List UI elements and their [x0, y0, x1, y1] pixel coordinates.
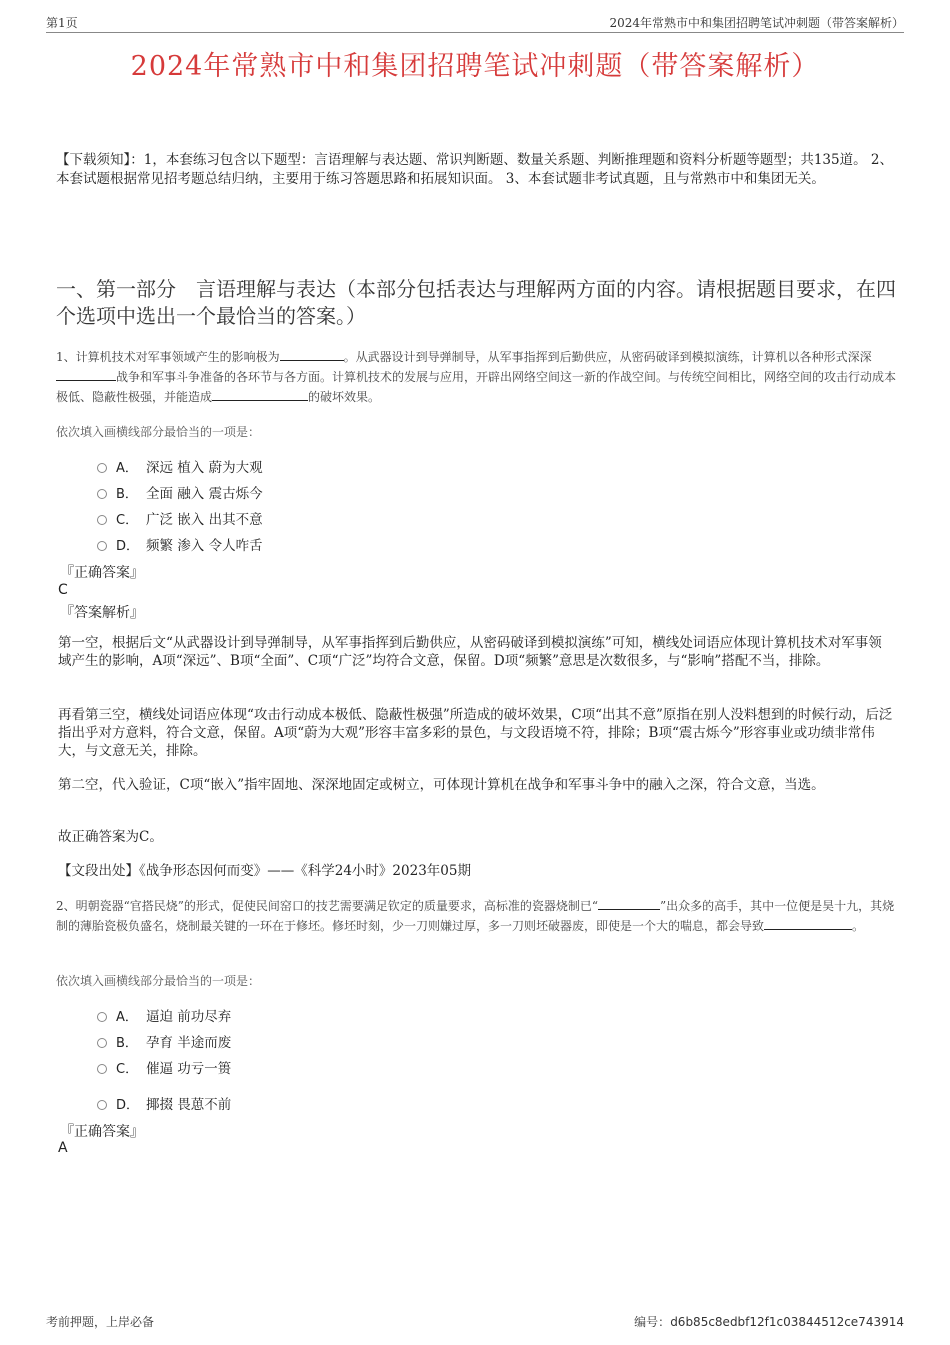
q2-text-part-2: ”出众多的高手，其中一位便是昊十九，其烧制的薄胎瓷极负盛名，烧制最关键的一环在于修坯。修坯时刻，少一刀则嫌过厚，多一刀则坯破器废，即使是一个大的喘息，都会导致	[56, 899, 895, 933]
option-text: 频繁 渗入 令人咋舌	[146, 538, 263, 554]
option-letter: C．	[116, 513, 139, 528]
q1-analysis-paragraph: 第二空，代入验证，C项“嵌入”指牢固地、深深地固定或树立，可体现计算机在战争和军事斗争中的融入之深，符合文意，当选。	[58, 777, 825, 793]
q2-answer-value: A	[58, 1140, 68, 1156]
footer-slogan: 考前押题，上岸必备	[46, 1315, 155, 1329]
q1-option-a[interactable]	[97, 456, 263, 476]
option-letter: A．	[116, 1010, 138, 1025]
header-doc-title: 2024年常熟市中和集团招聘笔试冲刺题（带答案解析）	[609, 16, 904, 30]
q1-option-b[interactable]	[97, 482, 263, 502]
radio-icon[interactable]	[97, 489, 107, 499]
radio-icon[interactable]	[97, 463, 107, 473]
fill-blank	[598, 897, 660, 910]
radio-icon[interactable]	[97, 1012, 107, 1022]
q1-analysis-paragraph: 第一空，根据后文“从武器设计到导弹制导，从军事指挥到后勤供应，从密码破译到模拟演练”可知，横线处词语应体现计算机技术对军事领域产生的影响，A项“深远”、B项“全面”、C项“广泛”均符合文意，保留。D项“频繁”意思是次数很多，与“影响”搭配不当，排除。	[58, 635, 882, 669]
question-2-prompt: 依次填入画横线部分最恰当的一项是：	[56, 974, 261, 988]
q1-analysis-paragraph: 再看第三空，横线处词语应体现“攻击行动成本极低、隐蔽性极强”所造成的破坏效果，C项“出其不意”原指在别人没料想到的时候行动，后泛指出乎对方意料，符合文意，保留。A项“蔚为大观”形容丰富多彩的景色，与文段语境不符，排除；B项“震古烁今”形容事业或功绩非常伟大，与文意无关，排除。	[58, 707, 893, 759]
option-letter: D．	[116, 539, 140, 554]
option-letter: D．	[116, 1098, 140, 1113]
q1-source: 【文段出处】《战争形态因何而变》——《科学24小时》2023年05期	[58, 863, 471, 879]
q1-text-part-2: 。从武器设计到导弹制导，从军事指挥到后勤供应，从密码破译到模拟演练，计算机以各种形式深深	[343, 350, 872, 364]
q2-option-d[interactable]	[97, 1093, 231, 1113]
radio-icon[interactable]	[97, 515, 107, 525]
code-label: 编号：	[634, 1315, 671, 1329]
page-header	[46, 14, 904, 33]
q1-text-part-1: 1、计算机技术对军事领域产生的影响极为	[56, 350, 280, 364]
q1-option-c[interactable]	[97, 508, 263, 528]
q2-option-a[interactable]	[97, 1005, 231, 1025]
download-notice: 【下载须知】：1，本套练习包含以下题型：言语理解与表达题、常识判断题、数量关系题、判断推理题和资料分析题等题型；共135道。 2、本套试题根据常见招考题总结归纳，主要用于练习答题思路和拓展知识面。 3、本套试题非考试真题，且与常熟市中和集团无关。	[56, 152, 893, 187]
section-heading: 一、第一部分 言语理解与表达（本部分包括表达与理解两方面的内容。请根据题目要求，在四个选项中选出一个最恰当的答案。）	[56, 277, 896, 328]
option-letter: C．	[116, 1062, 139, 1077]
option-text: 逼迫 前功尽弃	[146, 1009, 232, 1025]
q2-text-part-1: 2、明朝瓷器“官搭民烧”的形式，促使民间窑口的技艺需要满足钦定的质量要求，高标准的瓷器烧制已“	[56, 899, 599, 913]
fill-blank	[56, 368, 116, 381]
footer-code	[634, 1313, 904, 1330]
q1-analysis-label: 『答案解析』	[60, 605, 144, 621]
radio-icon[interactable]	[97, 1100, 107, 1110]
question-1-stem	[56, 347, 901, 407]
option-text: 孕育 半途而废	[146, 1035, 232, 1051]
q2-text-part-3: 。	[852, 919, 865, 933]
radio-icon[interactable]	[97, 541, 107, 551]
q1-text-part-3: 战争和军事斗争准备的各环节与各方面。计算机技术的发展与应用，开辟出网络空间这一新的作战空间。与传统空间相比，网络空间的攻击行动成本极低、隐蔽性极强，并能造成	[56, 370, 897, 404]
q2-answer-label: 『正确答案』	[60, 1124, 144, 1140]
option-text: 深远 植入 蔚为大观	[146, 460, 263, 476]
fill-blank	[764, 917, 852, 930]
q1-analysis-conclusion: 故正确答案为C。	[58, 829, 163, 845]
q1-text-part-4: 的破坏效果。	[308, 390, 381, 404]
q1-answer-label: 『正确答案』	[60, 565, 144, 581]
option-text: 催逼 功亏一篑	[146, 1061, 232, 1077]
option-text: 全面 融入 震古烁今	[146, 486, 263, 502]
document-title: 2024年常熟市中和集团招聘笔试冲刺题（带答案解析）	[130, 51, 820, 82]
radio-icon[interactable]	[97, 1038, 107, 1048]
option-letter: A．	[116, 461, 138, 476]
question-1-prompt: 依次填入画横线部分最恰当的一项是：	[56, 425, 261, 439]
question-2-stem	[56, 896, 901, 936]
option-letter: B．	[116, 1036, 138, 1051]
option-text: 广泛 嵌入 出其不意	[146, 512, 263, 528]
fill-blank	[280, 348, 344, 361]
radio-icon[interactable]	[97, 1064, 107, 1074]
code-value: d6b85c8edbf12f1c03844512ce743914	[670, 1315, 904, 1329]
page-number: 第1页	[46, 16, 78, 30]
q1-answer-value: C	[58, 582, 68, 598]
fill-blank	[212, 388, 308, 401]
q1-option-d[interactable]	[97, 534, 263, 554]
option-letter: B．	[116, 487, 138, 502]
q2-option-c[interactable]	[97, 1057, 231, 1077]
option-text: 揶掇 畏葸不前	[146, 1097, 232, 1113]
q2-option-b[interactable]	[97, 1031, 231, 1051]
